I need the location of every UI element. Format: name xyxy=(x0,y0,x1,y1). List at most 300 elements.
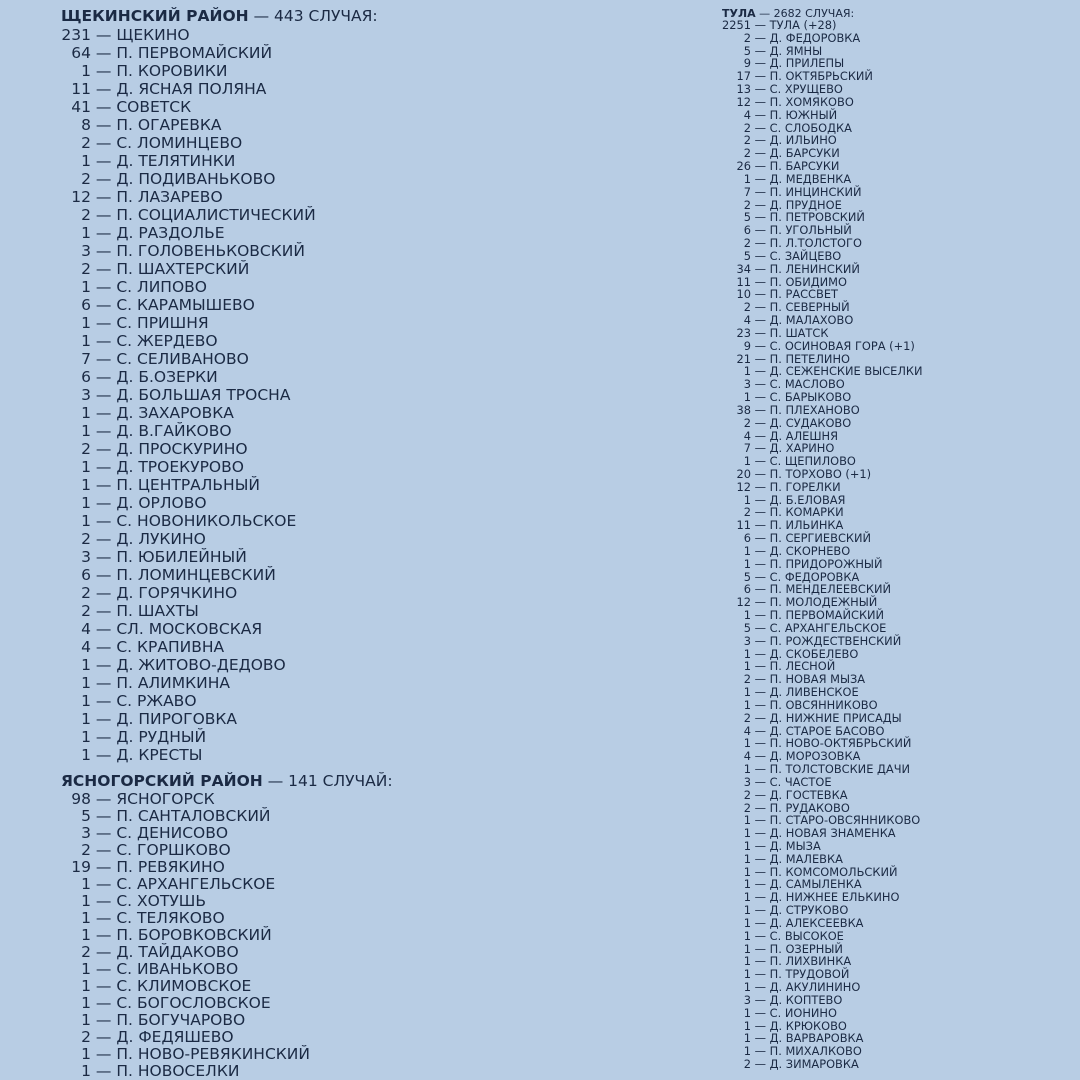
separator-dash: — xyxy=(91,404,117,422)
separator-dash: — xyxy=(91,170,117,188)
separator-dash: — xyxy=(751,82,770,97)
case-count: 1 xyxy=(743,697,751,712)
list-item xyxy=(61,602,393,620)
separator-dash: — xyxy=(91,332,117,350)
separator-dash: — xyxy=(751,595,770,610)
place-name: С. ВЫСОКОЕ xyxy=(769,928,844,943)
case-count: 3 xyxy=(81,548,91,566)
case-count: 7 xyxy=(743,441,751,456)
list-item xyxy=(61,746,393,764)
list-item xyxy=(61,80,393,98)
place-name: П. БОГУЧАРОВО xyxy=(116,1011,246,1029)
separator-dash: — xyxy=(91,116,117,134)
list-item xyxy=(61,927,393,944)
separator-dash: — xyxy=(751,851,770,866)
list-item xyxy=(61,188,393,206)
list-item xyxy=(61,876,393,893)
place-name: С. ИВАНЬКОВО xyxy=(116,960,239,978)
place-name: Д. МОРОЗОВКА xyxy=(769,749,861,764)
case-count: 6 xyxy=(743,223,751,238)
case-count: 1 xyxy=(81,977,91,995)
place-name: Д. САМЫЛЕНКА xyxy=(769,877,862,892)
place-name: Д. РАЗДОЛЬЕ xyxy=(116,224,225,242)
place-name: Д. БОЛЬШАЯ ТРОСНА xyxy=(116,386,291,404)
list-item xyxy=(61,26,393,44)
place-name: П. НОВОСЕЛКИ xyxy=(116,1062,240,1080)
separator-dash: — xyxy=(751,364,770,379)
place-name: Д. В.ГАЙКОВО xyxy=(116,422,232,440)
list-item xyxy=(61,116,393,134)
separator-dash: — xyxy=(751,633,770,648)
case-count: 1 xyxy=(743,813,751,828)
place-name: П. НОВО-ОКТЯБРЬСКИЙ xyxy=(769,736,912,751)
list-item xyxy=(61,206,393,224)
separator-dash: — xyxy=(751,248,770,263)
separator-dash: — xyxy=(91,440,117,458)
place-name: С. ЛОМИНЦЕВО xyxy=(116,134,243,152)
separator-dash: — xyxy=(91,875,117,893)
place-name: Д. ЗАХАРОВКА xyxy=(116,404,234,422)
place-name: Д. СКОБЕЛЕВО xyxy=(769,646,859,661)
place-name: Д. СТАРОЕ БАСОВО xyxy=(769,723,885,738)
place-name: П. КОРОВИКИ xyxy=(116,62,228,80)
case-count: 1 xyxy=(81,960,91,978)
place-name: Д. КРЮКОВО xyxy=(769,1018,847,1033)
place-name: Д. ГОСТЕВКА xyxy=(769,787,848,802)
case-count: 1 xyxy=(81,152,91,170)
separator-dash: — xyxy=(751,338,770,353)
place-name: П. ЮБИЛЕЙНЫЙ xyxy=(116,548,247,566)
list-item xyxy=(61,692,393,710)
case-count: 1 xyxy=(743,171,751,186)
case-count: 11 xyxy=(736,518,751,533)
list-item xyxy=(61,1046,393,1063)
case-count: 8 xyxy=(81,116,91,134)
place-name: Д. ПРУДНОЕ xyxy=(769,197,842,212)
separator-dash: — xyxy=(751,313,770,328)
case-count: 2 xyxy=(81,530,91,548)
place-name: ЯСНОГОРСК xyxy=(116,790,215,808)
separator-dash: — xyxy=(751,710,770,725)
case-count: 1 xyxy=(81,278,91,296)
case-count: 5 xyxy=(743,248,751,263)
separator-dash: — xyxy=(751,582,770,597)
separator-dash: — xyxy=(751,325,770,340)
case-count: 1 xyxy=(81,458,91,476)
case-count: 2 xyxy=(743,415,751,430)
separator-dash: — xyxy=(751,184,770,199)
case-count: 1 xyxy=(743,864,751,879)
separator-dash: — xyxy=(91,584,117,602)
separator-dash: — xyxy=(91,278,117,296)
place-name: С. КАРАМЫШЕВО xyxy=(116,296,255,314)
separator-dash: — xyxy=(751,492,770,507)
case-count: 1 xyxy=(743,941,751,956)
separator-dash: — xyxy=(751,261,770,276)
place-name: П. ПЛЕХАНОВО xyxy=(769,402,860,417)
case-count: 2 xyxy=(743,505,751,520)
list-item xyxy=(722,1058,923,1071)
district-block-tula xyxy=(722,8,923,1071)
case-count: 1 xyxy=(743,915,751,930)
case-count: 2 xyxy=(81,260,91,278)
place-name: П. ПЕТЕЛИНО xyxy=(769,351,850,366)
list-item xyxy=(61,458,393,476)
separator-dash: — xyxy=(91,314,117,332)
separator-dash: — xyxy=(751,390,770,405)
case-count: 1 xyxy=(743,543,751,558)
list-item xyxy=(61,152,393,170)
place-name: С. БОГОСЛОВСКОЕ xyxy=(116,994,271,1012)
case-count: 3 xyxy=(81,386,91,404)
separator-dash: — xyxy=(751,787,770,802)
separator-dash: — xyxy=(91,909,117,927)
place-name: П. ЛИХВИНКА xyxy=(769,954,852,969)
case-count: 1 xyxy=(81,224,91,242)
place-name: С. АРХАНГЕЛЬСКОЕ xyxy=(769,620,887,635)
place-name: Д. ЛИВЕНСКОЕ xyxy=(769,685,859,700)
separator-dash: — xyxy=(751,877,770,892)
separator-dash: — xyxy=(91,943,117,961)
case-count: 1 xyxy=(81,1011,91,1029)
case-count: 1 xyxy=(743,826,751,841)
district-name: ТУЛА xyxy=(722,7,756,20)
place-name: П. ХОМЯКОВО xyxy=(769,94,854,109)
separator-dash: — xyxy=(91,746,117,764)
place-name: П. ПЕТРОВСКИЙ xyxy=(769,210,865,225)
separator-dash: — xyxy=(91,296,117,314)
case-count: 23 xyxy=(736,325,751,340)
place-name: П. ЦЕНТРАЛЬНЫЙ xyxy=(116,476,260,494)
case-count: 1 xyxy=(81,926,91,944)
case-count: 1 xyxy=(81,1062,91,1080)
list-item xyxy=(61,944,393,961)
case-count: 6 xyxy=(81,296,91,314)
separator-dash: — xyxy=(751,1044,770,1059)
separator-dash: — xyxy=(91,1045,117,1063)
place-name: Д. НИЖНИЕ ПРИСАДЫ xyxy=(769,710,902,725)
separator-dash: — xyxy=(91,960,117,978)
place-name: Д. МЫЗА xyxy=(769,839,821,853)
case-count: 26 xyxy=(736,159,751,174)
case-count: 1 xyxy=(81,1045,91,1063)
left-column xyxy=(61,6,393,1080)
case-count: 3 xyxy=(743,633,751,648)
place-name: П. ШАХТЫ xyxy=(116,602,199,620)
place-name: П. ОГАРЕВКА xyxy=(116,116,222,134)
separator-dash: — xyxy=(751,479,770,494)
separator-dash: — xyxy=(751,685,770,700)
separator-dash: — xyxy=(91,656,117,674)
list-item xyxy=(61,44,393,62)
case-count: 3 xyxy=(743,992,751,1007)
place-name: П. РЕВЯКИНО xyxy=(116,858,225,876)
separator-dash: — xyxy=(751,223,770,238)
separator-dash: — xyxy=(751,454,770,469)
list-item xyxy=(61,350,393,368)
separator-dash: — xyxy=(91,824,117,842)
case-count: 5 xyxy=(743,43,751,58)
district-summary: — 2682 СЛУЧАЯ: xyxy=(759,7,855,20)
place-name: Д. ТРОЕКУРОВО xyxy=(116,458,244,476)
case-count: 3 xyxy=(81,242,91,260)
place-name: Д. РУДНЫЙ xyxy=(116,728,207,746)
place-name: П. ОВСЯННИКОВО xyxy=(769,697,878,712)
place-name: П. САНТАЛОВСКИЙ xyxy=(116,807,271,825)
list-item xyxy=(61,825,393,842)
place-name: П. МИХАЛКОВО xyxy=(769,1044,862,1059)
case-count: 1 xyxy=(743,877,751,892)
separator-dash: — xyxy=(751,646,770,661)
place-name: Д. ЖИТОВО-ДЕДОВО xyxy=(116,656,286,674)
case-count: 20 xyxy=(736,466,751,481)
case-count: 4 xyxy=(81,638,91,656)
separator-dash: — xyxy=(751,171,770,186)
place-name: С. ГОРШКОВО xyxy=(116,841,231,859)
list-item xyxy=(61,893,393,910)
place-name: СЛ. МОСКОВСКАЯ xyxy=(116,620,263,638)
case-count: 1 xyxy=(81,656,91,674)
place-name: С. ЗАЙЦЕВО xyxy=(769,248,842,263)
list-item xyxy=(61,134,393,152)
case-count: 1 xyxy=(81,994,91,1012)
separator-dash: — xyxy=(751,723,770,738)
case-count: 1 xyxy=(743,364,751,379)
separator-dash: — xyxy=(91,80,117,98)
case-count: 3 xyxy=(81,824,91,842)
list-item xyxy=(61,859,393,876)
case-count: 2 xyxy=(743,800,751,815)
place-name: Д. ФЕДЯШЕВО xyxy=(116,1028,234,1046)
place-name: П. ШАТСК xyxy=(769,325,829,340)
case-count: 4 xyxy=(743,749,751,764)
place-name: П. КОМСОМОЛЬСКИЙ xyxy=(769,864,898,879)
place-name: Д. АКУЛИНИНО xyxy=(769,980,861,995)
case-count: 34 xyxy=(736,261,751,276)
separator-dash: — xyxy=(91,807,117,825)
separator-dash: — xyxy=(751,69,770,84)
list-item xyxy=(61,584,393,602)
list-item xyxy=(61,278,393,296)
district-entries xyxy=(61,791,393,1080)
separator-dash: — xyxy=(751,774,770,789)
place-name: С. СЛОБОДКА xyxy=(769,120,852,135)
separator-dash: — xyxy=(91,548,117,566)
list-item xyxy=(61,242,393,260)
separator-dash: — xyxy=(91,674,117,692)
list-item xyxy=(61,842,393,859)
list-item xyxy=(61,808,393,825)
case-count: 2251 xyxy=(722,18,751,32)
separator-dash: — xyxy=(751,569,770,584)
place-name: С. ТЕЛЯКОВО xyxy=(116,909,225,927)
case-count: 38 xyxy=(736,402,751,417)
list-item xyxy=(61,961,393,978)
case-count: 5 xyxy=(743,210,751,225)
separator-dash: — xyxy=(751,941,770,956)
case-count: 4 xyxy=(743,313,751,328)
case-count: 6 xyxy=(743,582,751,597)
case-count: 98 xyxy=(71,790,91,808)
place-name: Д. ОРЛОВО xyxy=(116,494,207,512)
case-count: 1 xyxy=(743,736,751,751)
separator-dash: — xyxy=(751,466,770,481)
case-count: 7 xyxy=(743,184,751,199)
case-count: 1 xyxy=(81,710,91,728)
case-count: 1 xyxy=(81,692,91,710)
separator-dash: — xyxy=(751,864,770,879)
place-name: С. АРХАНГЕЛЬСКОЕ xyxy=(116,875,276,893)
case-count: 2 xyxy=(743,133,751,148)
place-name: С. КРАПИВНА xyxy=(116,638,225,656)
separator-dash: — xyxy=(751,800,770,815)
case-count: 1 xyxy=(743,659,751,674)
list-item xyxy=(61,296,393,314)
list-item xyxy=(61,476,393,494)
place-name: П. БАРСУКИ xyxy=(769,159,840,174)
place-name: П. НОВАЯ МЫЗА xyxy=(769,672,866,687)
separator-dash: — xyxy=(751,967,770,982)
case-count: 1 xyxy=(81,494,91,512)
separator-dash: — xyxy=(91,620,117,638)
place-name: П. МОЛОДЕЖНЫЙ xyxy=(769,595,878,610)
right-column xyxy=(722,8,923,1071)
separator-dash: — xyxy=(751,992,770,1007)
place-name: П. РАССВЕТ xyxy=(769,287,838,302)
separator-dash: — xyxy=(751,18,770,32)
place-name: С. СЕЛИВАНОВО xyxy=(116,350,249,368)
place-name: П. ПЕРВОМАЙСКИЙ xyxy=(116,44,273,62)
place-name: С. МАСЛОВО xyxy=(769,377,845,392)
case-count: 2 xyxy=(743,300,751,315)
district-entries xyxy=(722,19,923,1071)
list-item xyxy=(61,978,393,995)
case-count: 1 xyxy=(81,422,91,440)
case-count: 1 xyxy=(743,1044,751,1059)
separator-dash: — xyxy=(91,152,117,170)
place-name: Д. ПРОСКУРИНО xyxy=(116,440,248,458)
list-item xyxy=(61,710,393,728)
list-item xyxy=(61,170,393,188)
list-item xyxy=(61,386,393,404)
case-count: 21 xyxy=(736,351,751,366)
separator-dash: — xyxy=(91,602,117,620)
case-count: 4 xyxy=(743,428,751,443)
place-name: Д. ТЕЛЯТИНКИ xyxy=(116,152,236,170)
separator-dash: — xyxy=(751,749,770,764)
case-count: 17 xyxy=(736,69,751,84)
place-name: П. СЕРГИЕВСКИЙ xyxy=(769,531,872,546)
separator-dash: — xyxy=(91,977,117,995)
place-name: Д. КОПТЕВО xyxy=(769,992,843,1007)
separator-dash: — xyxy=(751,672,770,687)
place-name: П. Л.ТОЛСТОГО xyxy=(769,236,862,251)
district-name: ЯСНОГОРСКИЙ РАЙОН xyxy=(61,772,263,790)
list-item xyxy=(61,728,393,746)
place-name: П. КОМАРКИ xyxy=(769,505,844,520)
separator-dash: — xyxy=(91,422,117,440)
case-count: 2 xyxy=(743,710,751,725)
place-name: ЩЕКИНО xyxy=(116,26,190,44)
separator-dash: — xyxy=(91,368,117,386)
separator-dash: — xyxy=(751,107,770,122)
place-name: Д. ЗИМАРОВКА xyxy=(769,1057,859,1072)
separator-dash: — xyxy=(91,512,117,530)
place-name: Д. КРЕСТЫ xyxy=(116,746,203,764)
separator-dash: — xyxy=(91,494,117,512)
place-name: П. РУДАКОВО xyxy=(769,800,850,815)
place-name: С. ХРУЩЕВО xyxy=(769,82,843,97)
place-name: П. ИНЦИНСКИЙ xyxy=(769,184,862,199)
separator-dash: — xyxy=(91,224,117,242)
place-name: Д. СТРУКОВО xyxy=(769,903,849,918)
place-name: С. БАРЫКОВО xyxy=(769,390,852,405)
list-item xyxy=(61,620,393,638)
case-count: 4 xyxy=(743,723,751,738)
case-count: 1 xyxy=(743,980,751,995)
separator-dash: — xyxy=(751,1031,770,1046)
separator-dash: — xyxy=(751,210,770,225)
case-count: 5 xyxy=(743,569,751,584)
separator-dash: — xyxy=(91,26,117,44)
list-item xyxy=(61,422,393,440)
case-count: 12 xyxy=(736,595,751,610)
list-item xyxy=(61,260,393,278)
place-name: Д. БАРСУКИ xyxy=(769,146,840,161)
place-name: Д. Б.ОЗЕРКИ xyxy=(116,368,218,386)
list-item xyxy=(61,638,393,656)
case-count: 1 xyxy=(743,390,751,405)
list-item xyxy=(61,566,393,584)
place-name: П. СТАРО-ОВСЯННИКОВО xyxy=(769,813,921,828)
list-item xyxy=(61,1063,393,1080)
place-name: Д. Б.ЕЛОВАЯ xyxy=(769,492,846,507)
separator-dash: — xyxy=(91,350,117,368)
case-count: 2 xyxy=(743,30,751,45)
place-name: П. ИЛЬИНКА xyxy=(769,518,844,533)
separator-dash: — xyxy=(91,206,117,224)
list-item xyxy=(61,62,393,80)
district-heading xyxy=(61,6,393,26)
place-name: П. ОКТЯБРЬСКИЙ xyxy=(769,69,873,84)
place-name: П. СОЦИАЛИСТИЧЕСКИЙ xyxy=(116,206,316,224)
separator-dash: — xyxy=(91,728,117,746)
case-count: 1 xyxy=(743,454,751,469)
separator-dash: — xyxy=(91,476,117,494)
case-count: 1 xyxy=(743,851,751,866)
case-count: 3 xyxy=(743,377,751,392)
case-count: 2 xyxy=(81,206,91,224)
place-name: Д. АЛЕКСЕЕВКА xyxy=(769,915,864,930)
place-name: Д. ГОРЯЧКИНО xyxy=(116,584,238,602)
place-name: П. МЕНДЕЛЕЕВСКИЙ xyxy=(769,582,891,597)
case-count: 3 xyxy=(743,774,751,789)
case-count: 231 xyxy=(61,26,91,44)
case-count: 1 xyxy=(81,512,91,530)
separator-dash: — xyxy=(751,697,770,712)
separator-dash: — xyxy=(91,638,117,656)
district-heading xyxy=(61,771,393,791)
case-count: 1 xyxy=(81,909,91,927)
case-count: 12 xyxy=(71,188,91,206)
list-item xyxy=(61,791,393,808)
case-count: 1 xyxy=(743,762,751,777)
case-count: 11 xyxy=(736,274,751,289)
place-name: С. РЖАВО xyxy=(116,692,197,710)
place-name: П. ГОЛОВЕНЬКОВСКИЙ xyxy=(116,242,305,260)
case-count: 1 xyxy=(743,839,751,853)
separator-dash: — xyxy=(91,260,117,278)
